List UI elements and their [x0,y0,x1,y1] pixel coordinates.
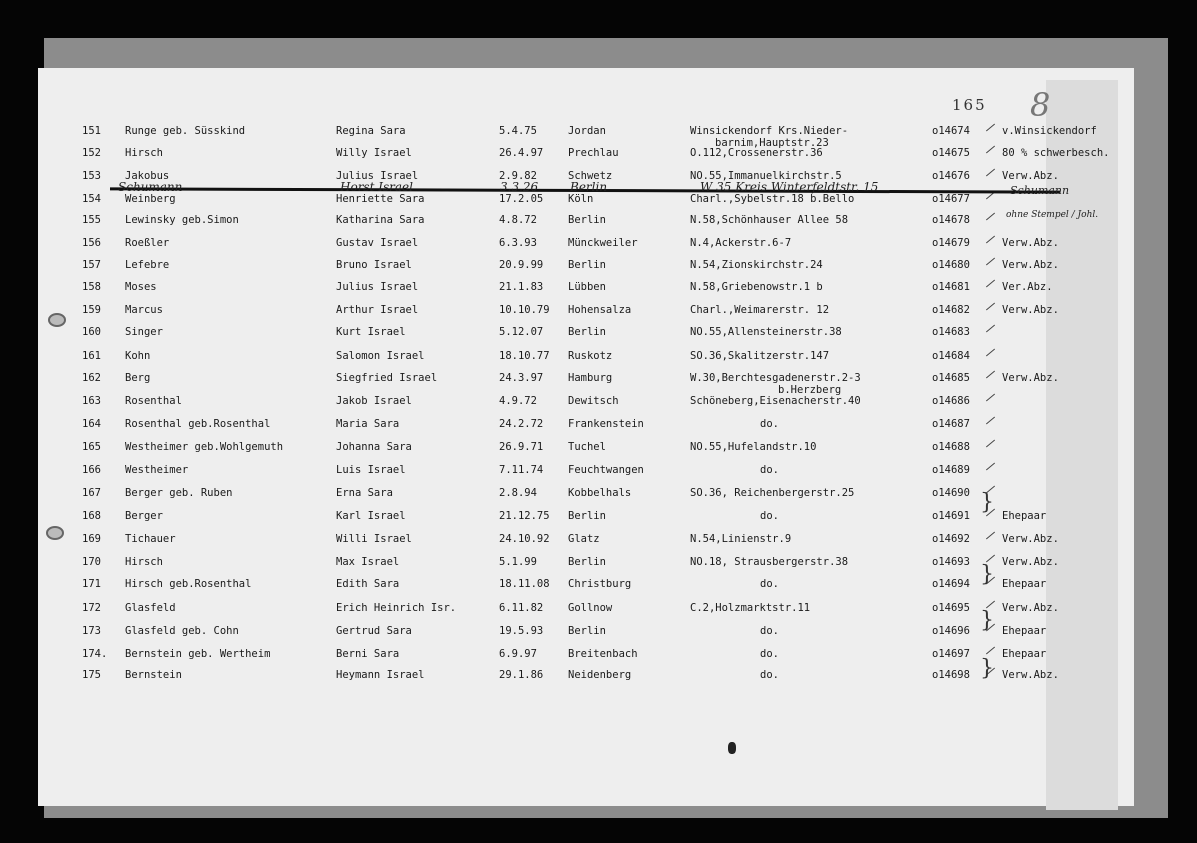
cell-id: o14685 [932,372,970,384]
cell-addr: N.58,Griebenowstr.1 b [690,281,823,293]
cell-num: 159 [82,304,101,316]
cell-name: Marcus [125,304,163,316]
cell-date: 17.2.05 [499,193,544,205]
cell-note: v.Winsickendorf [1002,125,1097,137]
cell-id: o14686 [932,395,970,407]
table-row [0,326,1197,346]
cell-addr: Winsickendorf Krs.Nieder- [690,125,849,137]
cell-first: Maria Sara [336,418,400,430]
table-row [0,669,1197,689]
cell-addr: NO.18, Strausbergerstr.38 [690,556,849,568]
cell-date: 26.9.71 [499,441,544,453]
cell-place: Berlin [568,510,606,522]
table-row [0,259,1197,279]
cell-num: 165 [82,441,101,453]
cell-first: Katharina Sara [336,214,425,226]
cell-addr: Schöneberg,Eisenacherstr.40 [690,395,861,407]
check-mark [986,258,995,266]
cell-id: o14694 [932,578,970,590]
cell-place: Berlin [568,326,606,338]
cell-id: o14690 [932,487,970,499]
cell-num: 154 [82,193,101,205]
cell-id: o14698 [932,669,970,681]
cell-id: o14682 [932,304,970,316]
cell-first: Gustav Israel [336,237,419,249]
cell-addr: Charl.,Weimarerstr. 12 [690,304,830,316]
cell-name: Lewinsky geb.Simon [125,214,239,226]
cell-id: o14674 [932,125,970,137]
cell-note: Ehepaar [1002,625,1047,637]
table-row [0,441,1197,461]
ink-blot [728,742,736,754]
cell-addr: do. [760,418,779,430]
table-row [0,487,1197,507]
check-mark [986,463,995,471]
table-row [0,648,1197,668]
cell-first: Julius Israel [336,170,419,182]
cell-first: Johanna Sara [336,441,412,453]
table-row [0,418,1197,438]
cell-place: Lübben [568,281,606,293]
cell-addr: SO.36, Reichenbergerstr.25 [690,487,855,499]
cell-date: 6.11.82 [499,602,544,614]
cell-date: 24.3.97 [499,372,544,384]
cell-date: 4.8.72 [499,214,537,226]
page-number: 165 [952,96,987,114]
cell-place: Breitenbach [568,648,638,660]
cell-id: o14695 [932,602,970,614]
cell-name: Rosenthal geb.Rosenthal [125,418,271,430]
cell-first: Regina Sara [336,125,406,137]
cell-addr-line2: barnim,Hauptstr.23 [715,137,829,149]
cell-note: Verw.Abz. [1002,533,1059,545]
cell-date: 7.11.74 [499,464,544,476]
cell-date: 24.2.72 [499,418,544,430]
cell-num: 161 [82,350,101,362]
cell-addr: N.54,Zionskirchstr.24 [690,259,823,271]
cell-place: Münckweiler [568,237,638,249]
cell-name: Singer [125,326,163,338]
cell-first: Erich Heinrich Isr. [336,602,457,614]
cell-date: 21.12.75 [499,510,550,522]
table-row [0,464,1197,484]
cell-name: Weinberg [125,193,176,205]
cell-first: Willy Israel [336,147,412,159]
handwritten-note-2: ohne Stempel / Johl. [1006,210,1099,220]
cell-num: 167 [82,487,101,499]
cell-first: Willi Israel [336,533,412,545]
cell-addr: SO.36,Skalitzerstr.147 [690,350,830,362]
cell-num: 157 [82,259,101,271]
cell-date: 29.1.86 [499,669,544,681]
cell-first: Gertrud Sara [336,625,412,637]
cell-place: Hamburg [568,372,613,384]
table-row [0,350,1197,370]
cell-place: Feuchtwangen [568,464,644,476]
cell-place: Schwetz [568,170,613,182]
cell-note: Ehepaar [1002,578,1047,590]
table-row [0,304,1197,324]
cell-name: Westheimer [125,464,189,476]
cell-num: 172 [82,602,101,614]
cell-id: o14683 [932,326,970,338]
cell-id: o14688 [932,441,970,453]
handwritten-first-name: Horst Israel [340,180,413,194]
cell-name: Hirsch [125,147,163,159]
cell-id: o14676 [932,170,970,182]
cell-first: Edith Sara [336,578,400,590]
cell-note: Verw.Abz. [1002,669,1059,681]
cell-date: 24.10.92 [499,533,550,545]
cell-first: Erna Sara [336,487,393,499]
cell-num: 170 [82,556,101,568]
cell-addr: do. [760,625,779,637]
cell-first: Luis Israel [336,464,406,476]
check-mark [986,394,995,402]
cell-date: 20.9.99 [499,259,544,271]
check-mark [986,280,995,288]
cell-first: Arthur Israel [336,304,419,316]
handwritten-name: Schumann [118,180,183,194]
cell-id: o14678 [932,214,970,226]
check-mark [986,169,995,177]
cell-id: o14687 [932,418,970,430]
cell-addr: Charl.,Sybelstr.18 b.Bello [690,193,855,205]
table-row [0,533,1197,553]
table-row [0,578,1197,598]
cell-place: Kobbelhals [568,487,632,499]
cell-id: o14681 [932,281,970,293]
cell-id: o14684 [932,350,970,362]
cell-num: 155 [82,214,101,226]
table-row [0,395,1197,415]
cell-note: Ver.Abz. [1002,281,1053,293]
cell-date: 2.9.82 [499,170,537,182]
cell-note: 80 % schwerbesch. [1002,147,1110,159]
cell-name: Bernstein [125,669,182,681]
cell-place: Berlin [568,259,606,271]
cell-first: Karl Israel [336,510,406,522]
cell-addr: N.58,Schönhauser Allee 58 [690,214,849,226]
handwritten-note: Schumann [1010,184,1070,197]
cell-place: Hohensalza [568,304,632,316]
cell-name: Hirsch geb.Rosenthal [125,578,252,590]
cell-first: Siegfried Israel [336,372,438,384]
page-mark: 8 [1030,86,1051,124]
cell-first: Julius Israel [336,281,419,293]
cell-addr: NO.55,Hufelandstr.10 [690,441,817,453]
cell-date: 6.9.97 [499,648,537,660]
cell-addr: N.4,Ackerstr.6-7 [690,237,792,249]
cell-num: 152 [82,147,101,159]
table-row [0,147,1197,167]
cell-note: Verw.Abz. [1002,304,1059,316]
cell-name: Glasfeld geb. Cohn [125,625,239,637]
cell-first: Salomon Israel [336,350,425,362]
cell-addr: do. [760,510,779,522]
table-row [0,556,1197,576]
table-row [0,372,1197,396]
cell-note: Verw.Abz. [1002,237,1059,249]
cell-addr: W.30,Berchtesgadenerstr.2-3 [690,372,861,384]
cell-addr: N.54,Linienstr.9 [690,533,792,545]
cell-id: o14677 [932,193,970,205]
cell-id: o14693 [932,556,970,568]
cell-id: o14691 [932,510,970,522]
handwritten-date: 3.3.26 [500,180,539,194]
check-mark [986,349,995,357]
handwritten-place: Berlin [570,180,608,194]
cell-note: Verw.Abz. [1002,602,1059,614]
cell-place: Berlin [568,214,606,226]
cell-date: 2.8.94 [499,487,537,499]
bracket-mark: } [980,562,994,587]
cell-date: 5.4.75 [499,125,537,137]
cell-id: o14680 [932,259,970,271]
cell-addr: C.2,Holzmarktstr.11 [690,602,811,614]
table-row [0,237,1197,257]
check-mark [986,371,995,379]
cell-num: 158 [82,281,101,293]
cell-place: Christburg [568,578,632,590]
cell-date: 4.9.72 [499,395,537,407]
cell-num: 156 [82,237,101,249]
cell-num: 153 [82,170,101,182]
check-mark [986,146,995,154]
cell-date: 21.1.83 [499,281,544,293]
cell-place: Berlin [568,556,606,568]
table-row [0,510,1197,530]
cell-num: 169 [82,533,101,545]
cell-name: Rosenthal [125,395,182,407]
cell-num: 160 [82,326,101,338]
cell-first: Kurt Israel [336,326,406,338]
table-row [0,125,1197,149]
cell-num: 163 [82,395,101,407]
cell-addr: O.112,Crossenerstr.36 [690,147,823,159]
cell-id: o14692 [932,533,970,545]
cell-note: Verw.Abz. [1002,170,1059,182]
cell-date: 19.5.93 [499,625,544,637]
cell-first: Max Israel [336,556,400,568]
cell-num: 168 [82,510,101,522]
cell-addr: do. [760,464,779,476]
cell-place: Gollnow [568,602,613,614]
cell-note: Verw.Abz. [1002,259,1059,271]
cell-id: o14696 [932,625,970,637]
cell-num: 171 [82,578,101,590]
cell-id: o14675 [932,147,970,159]
cell-date: 5.1.99 [499,556,537,568]
cell-name: Glasfeld [125,602,176,614]
cell-id: o14679 [932,237,970,249]
cell-first: Heymann Israel [336,669,425,681]
cell-name: Tichauer [125,533,176,545]
table-row [0,281,1197,301]
cell-name: Kohn [125,350,151,362]
cell-place: Ruskotz [568,350,613,362]
bracket-mark: } [980,656,994,681]
cell-place: Jordan [568,125,606,137]
check-mark [986,532,995,540]
cell-place: Berlin [568,625,606,637]
cell-name: Moses [125,281,157,293]
check-mark [986,325,995,333]
cell-addr: NO.55,Allensteinerstr.38 [690,326,842,338]
cell-first: Berni Sara [336,648,400,660]
table-row [0,625,1197,645]
cell-name: Jakobus [125,170,170,182]
cell-name: Lefebre [125,259,170,271]
check-mark [986,124,995,132]
cell-addr: do. [760,648,779,660]
cell-note: Ehepaar [1002,648,1047,660]
cell-name: Westheimer geb.Wohlgemuth [125,441,284,453]
cell-date: 26.4.97 [499,147,544,159]
cell-note: Verw.Abz. [1002,556,1059,568]
cell-num: 162 [82,372,101,384]
handwritten-address: W 35 Kreis Winterfeldtstr. 15 [700,180,879,194]
cell-addr: do. [760,578,779,590]
check-mark [986,647,995,655]
check-mark [986,303,995,311]
cell-name: Berg [125,372,151,384]
cell-first: Bruno Israel [336,259,412,271]
cell-name: Bernstein geb. Wertheim [125,648,271,660]
cell-date: 5.12.07 [499,326,544,338]
cell-name: Hirsch [125,556,163,568]
cell-first: Henriette Sara [336,193,425,205]
cell-place: Prechlau [568,147,619,159]
cell-date: 6.3.93 [499,237,537,249]
check-mark [986,417,995,425]
check-mark [986,236,995,244]
check-mark [986,440,995,448]
cell-place: Frankenstein [568,418,644,430]
cell-num: 175 [82,669,101,681]
cell-num: 151 [82,125,101,137]
cell-date: 18.11.08 [499,578,550,590]
cell-addr: do. [760,669,779,681]
cell-id: o14697 [932,648,970,660]
cell-date: 10.10.79 [499,304,550,316]
cell-name: Runge geb. Süsskind [125,125,246,137]
cell-id: o14689 [932,464,970,476]
cell-place: Tuchel [568,441,606,453]
cell-name: Roeßler [125,237,170,249]
cell-num: 166 [82,464,101,476]
cell-note: Ehepaar [1002,510,1047,522]
bracket-mark: } [980,608,994,633]
cell-addr: NO.55,Immanuelkirchstr.5 [690,170,842,182]
cell-first: Jakob Israel [336,395,412,407]
cell-num: 174. [82,648,108,660]
cell-addr-line2: b.Herzberg [778,384,842,396]
cell-name: Berger geb. Ruben [125,487,233,499]
table-row [0,602,1197,622]
cell-date: 18.10.77 [499,350,550,362]
cell-place: Dewitsch [568,395,619,407]
cell-place: Köln [568,193,594,205]
cell-name: Berger [125,510,163,522]
cell-place: Neidenberg [568,669,632,681]
cell-num: 173 [82,625,101,637]
cell-place: Glatz [568,533,600,545]
check-mark [986,213,995,221]
cell-num: 164 [82,418,101,430]
bracket-mark: } [980,490,994,515]
cell-note: Verw.Abz. [1002,372,1059,384]
